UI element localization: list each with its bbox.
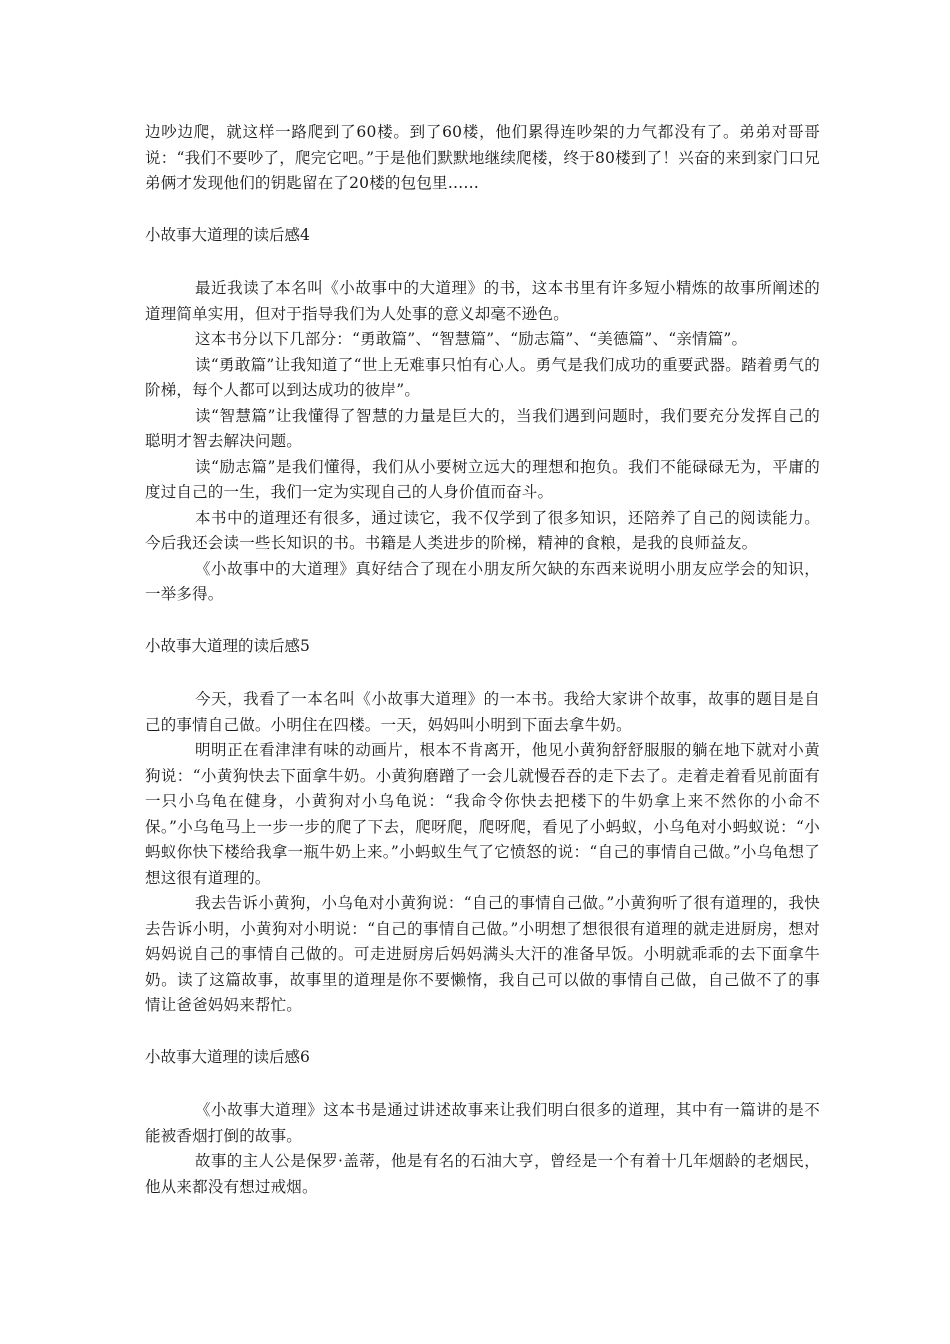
intro-paragraph: 边吵边爬，就这样一路爬到了60楼。到了60楼，他们累得连吵架的力气都没有了。弟弟对哥哥说：“我们不要吵了，爬完它吧。”于是他们默默地继续爬楼，终于80楼到了！兴奋的来到家门口兄弟俩才发现他们的钥匙留在了20楼的包包里…… bbox=[145, 123, 820, 192]
paragraph: 故事的主人公是保罗·盖蒂，他是有名的石油大亨，曾经是一个有着十几年烟龄的老烟民，他从来都没有想过戒烟。 bbox=[145, 1152, 820, 1196]
paragraph: 最近我读了本名叫《小故事中的大道理》的书，这本书里有许多短小精炼的故事所阐述的道理简单实用，但对于指导我们为人处事的意义却毫不逊色。 bbox=[145, 279, 820, 323]
section-heading: 小故事大道理的读后感5 bbox=[145, 636, 310, 655]
paragraph: 读“勇敢篇”让我知道了“世上无难事只怕有心人。勇气是我们成功的重要武器。踏着勇气的阶梯，每个人都可以到达成功的彼岸”。 bbox=[145, 355, 820, 399]
paragraph: 读“励志篇”是我们懂得，我们从小要树立远大的理想和抱负。我们不能碌碌无为，平庸的度过自己的一生，我们一定为实现自己的人身价值而奋斗。 bbox=[145, 457, 820, 501]
section-heading: 小故事大道理的读后感4 bbox=[145, 225, 310, 244]
section-5 bbox=[145, 634, 820, 1019]
section-4 bbox=[145, 223, 820, 608]
document-page bbox=[145, 120, 820, 1200]
paragraph: 明明正在看津津有味的动画片，根本不肯离开，他见小黄狗舒舒服服的躺在地下就对小黄狗说：“小黄狗快去下面拿牛奶。小黄狗磨蹭了一会儿就慢吞吞的走下去了。走着走着看见前面有一只小乌龟在健身，小黄狗对小乌龟说：“我命令你快去把楼下的牛奶拿上来不然你的小命不保。”小乌龟马上一步一步的爬了下去，爬呀爬，爬呀爬，看见了小蚂蚁，小乌龟对小蚂蚁说：“小蚂蚁你快下楼给我拿一瓶牛奶上来。”小蚂蚁生气了它愤怒的说：“自己的事情自己做。”小乌龟想了想这很有道理的。 bbox=[145, 741, 820, 887]
paragraph: 《小故事中的大道理》真好结合了现在小朋友所欠缺的东西来说明小朋友应学会的知识，一举多得。 bbox=[145, 559, 820, 603]
section-heading: 小故事大道理的读后感6 bbox=[145, 1047, 310, 1066]
paragraph: 读“智慧篇”让我懂得了智慧的力量是巨大的，当我们遇到问题时，我们要充分发挥自己的聪明才智去解决问题。 bbox=[145, 406, 820, 450]
paragraph: 《小故事大道理》这本书是通过讲述故事来让我们明白很多的道理，其中有一篇讲的是不能被香烟打倒的故事。 bbox=[145, 1101, 820, 1145]
paragraph: 本书中的道理还有很多，通过读它，我不仅学到了很多知识，还陪养了自己的阅读能力。今后我还会读一些长知识的书。书籍是人类进步的阶梯，精神的食粮，是我的良师益友。 bbox=[145, 508, 820, 552]
paragraph: 这本书分以下几部分：“勇敢篇”、“智慧篇”、“励志篇”、“美德篇”、“亲情篇”。 bbox=[195, 330, 748, 348]
paragraph: 我去告诉小黄狗，小乌龟对小黄狗说：“自己的事情自己做。”小黄狗听了很有道理的，我快去告诉小明，小黄狗对小明说：“自己的事情自己做。”小明想了想很很有道理的就走进厨房，想对妈妈说自己的事情自己做的。可走进厨房后妈妈满头大汗的准备早饭。小明就乖乖的去下面拿牛奶。读了这篇故事，故事里的道理是你不要懒惰，我自己可以做的事情自己做，自己做不了的事情让爸爸妈妈来帮忙。 bbox=[145, 894, 820, 1014]
paragraph: 今天，我看了一本名叫《小故事大道理》的一本书。我给大家讲个故事，故事的题目是自己的事情自己做。小明住在四楼。一天，妈妈叫小明到下面去拿牛奶。 bbox=[145, 690, 820, 734]
section-6 bbox=[145, 1045, 820, 1201]
